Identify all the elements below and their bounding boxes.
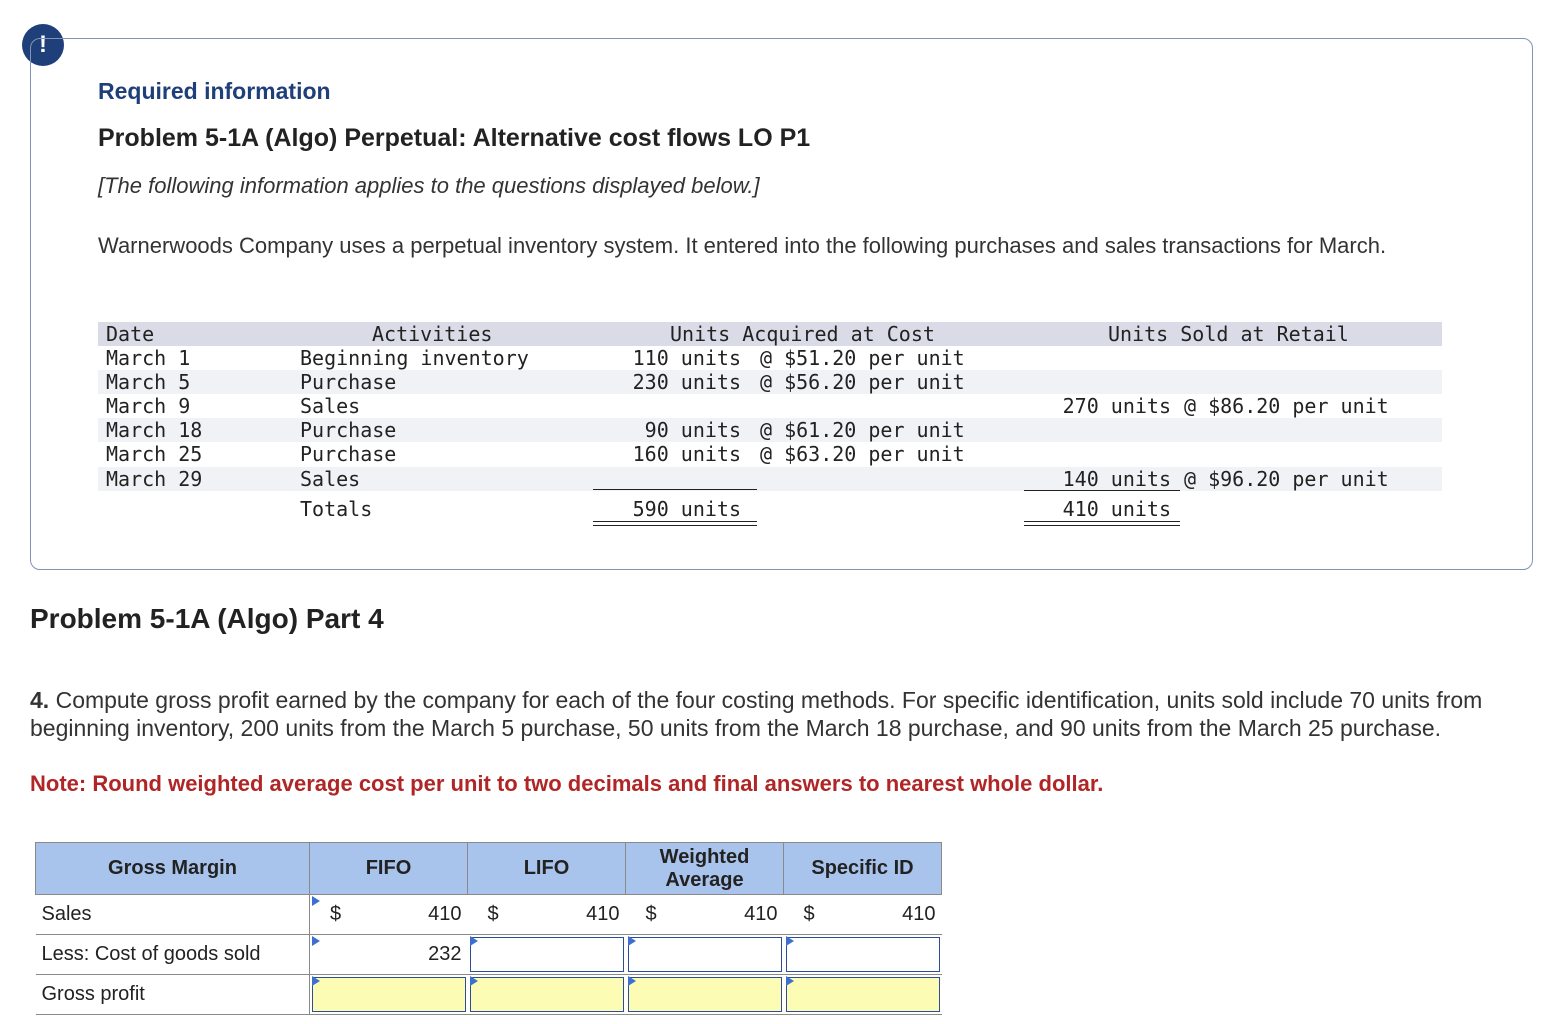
sold-total-double-rule [1024, 521, 1180, 526]
row-acquired-cost: @ $61.20 per unit [760, 418, 965, 442]
totals-sold-units: 410 units [1062, 497, 1171, 521]
cogs-row [36, 935, 942, 975]
row-acquired-cost: @ $51.20 per unit [760, 346, 965, 370]
header-gross-margin: Gross Margin [36, 843, 310, 895]
row-activity: Sales [300, 467, 361, 491]
alert-icon: ! [22, 24, 64, 66]
row-sold-units: 140 units [1062, 467, 1171, 491]
transaction-row [98, 370, 1442, 394]
row-date: March 9 [106, 394, 191, 418]
row-date: March 29 [106, 467, 203, 491]
cell-marker-icon [312, 976, 320, 986]
problem-intro: Warnerwoods Company uses a perpetual inventory system. It entered into the following purchases and sales transactions for March. [98, 233, 1387, 258]
sales-weighted-cell[interactable] [626, 895, 784, 935]
sales-label: Sales [36, 895, 310, 935]
currency-symbol: $ [487, 903, 499, 925]
row-activity: Purchase [300, 418, 397, 442]
cogs-weighted-input[interactable] [626, 935, 784, 975]
cell-marker-icon [628, 936, 636, 946]
row-sold-price: @ $96.20 per unit [1184, 467, 1389, 491]
row-date: March 25 [106, 442, 203, 466]
cell-marker-icon [312, 896, 320, 906]
gross-profit-fifo-input[interactable] [310, 975, 468, 1015]
gross-profit-label: Gross profit [36, 975, 310, 1015]
acquired-total-double-rule [593, 521, 757, 526]
acquired-subtotal-rule [593, 489, 757, 490]
header-units-acquired: Units Acquired at Cost [670, 322, 935, 346]
sales-specific-value: 410 [902, 903, 936, 925]
header-date: Date [106, 322, 155, 346]
header-fifo: FIFO [310, 843, 468, 895]
part-title: Problem 5-1A (Algo) Part 4 [30, 603, 384, 634]
currency-symbol: $ [330, 903, 342, 925]
row-activity: Sales [300, 394, 361, 418]
totals-acquired-units: 590 units [632, 497, 741, 521]
row-acquired-units: 230 units [632, 370, 741, 394]
sales-fifo-cell[interactable] [310, 895, 468, 935]
cell-marker-icon [786, 976, 794, 986]
transaction-row [98, 467, 1442, 491]
row-acquired-units: 90 units [644, 418, 741, 442]
sales-specific-cell[interactable] [784, 895, 942, 935]
question-text [30, 686, 1530, 742]
transaction-row [98, 442, 1442, 466]
row-activity: Purchase [300, 370, 397, 394]
header-weighted-average [626, 843, 784, 895]
header-units-sold: Units Sold at Retail [1108, 322, 1349, 346]
gross-margin-table [35, 842, 942, 1015]
question-body: Compute gross profit earned by the company for each of the four costing methods. For specific identification, units sold include 70 units from beginning inventory, 200 units from the March 5 purchase, 50 units from the March 18 purchase, and 90 units from the March 25 purchase. [30, 687, 1483, 741]
gross-profit-lifo-input[interactable] [468, 975, 626, 1015]
sold-subtotal-rule [1024, 490, 1180, 491]
sales-row [36, 895, 942, 935]
row-date: March 1 [106, 346, 191, 370]
cell-marker-icon [628, 976, 636, 986]
cogs-specific-input[interactable] [784, 935, 942, 975]
transaction-row [98, 394, 1442, 418]
gross-margin-header-row [36, 843, 942, 895]
row-activity: Purchase [300, 442, 397, 466]
row-date: March 18 [106, 418, 203, 442]
cogs-fifo-input[interactable] [310, 935, 468, 975]
header-specific-id: Specific ID [784, 843, 942, 895]
row-activity: Beginning inventory [300, 346, 529, 370]
input-box[interactable] [786, 977, 940, 1012]
cell-marker-icon [470, 936, 478, 946]
input-box[interactable] [786, 937, 940, 972]
gross-profit-specific-input[interactable] [784, 975, 942, 1015]
cogs-fifo-value: 232 [428, 943, 462, 965]
transactions-header-row [98, 322, 1442, 346]
input-box[interactable] [470, 937, 624, 972]
gross-profit-row [36, 975, 942, 1015]
transaction-row [98, 418, 1442, 442]
transaction-row [98, 346, 1442, 370]
cogs-label: Less: Cost of goods sold [36, 935, 310, 975]
totals-row [98, 497, 1442, 521]
header-weighted-line1: Weighted [659, 845, 750, 868]
rounding-note: Note: Round weighted average cost per unit to two decimals and final answers to nearest whole dollar. [30, 771, 1104, 796]
row-date: March 5 [106, 370, 191, 394]
currency-symbol: $ [645, 903, 657, 925]
totals-label: Totals [300, 497, 373, 521]
header-lifo: LIFO [468, 843, 626, 895]
sales-weighted-value: 410 [744, 903, 778, 925]
sales-lifo-value: 410 [586, 903, 620, 925]
currency-symbol: $ [803, 903, 815, 925]
row-sold-price: @ $86.20 per unit [1184, 394, 1389, 418]
cogs-lifo-input[interactable] [468, 935, 626, 975]
row-sold-units: 270 units [1062, 394, 1171, 418]
cell-marker-icon [470, 976, 478, 986]
input-box[interactable] [628, 977, 782, 1012]
sales-fifo-value: 410 [428, 903, 462, 925]
input-box[interactable] [628, 937, 782, 972]
input-box[interactable] [470, 977, 624, 1012]
row-acquired-cost: @ $63.20 per unit [760, 442, 965, 466]
sales-lifo-cell[interactable] [468, 895, 626, 935]
row-acquired-units: 160 units [632, 442, 741, 466]
row-acquired-units: 110 units [632, 346, 741, 370]
problem-title: Problem 5-1A (Algo) Perpetual: Alternative cost flows LO P1 [98, 124, 811, 152]
header-activities: Activities [372, 322, 493, 346]
cell-marker-icon [786, 936, 794, 946]
question-number: 4. [30, 687, 50, 713]
gross-profit-weighted-input[interactable] [626, 975, 784, 1015]
problem-subtitle: [The following information applies to the questions displayed below.] [98, 173, 760, 198]
cell-marker-icon [312, 936, 320, 946]
row-acquired-cost: @ $56.20 per unit [760, 370, 965, 394]
input-box[interactable] [312, 977, 466, 1012]
header-weighted-line2: Average [665, 868, 744, 891]
required-info-heading: Required information [98, 78, 331, 104]
